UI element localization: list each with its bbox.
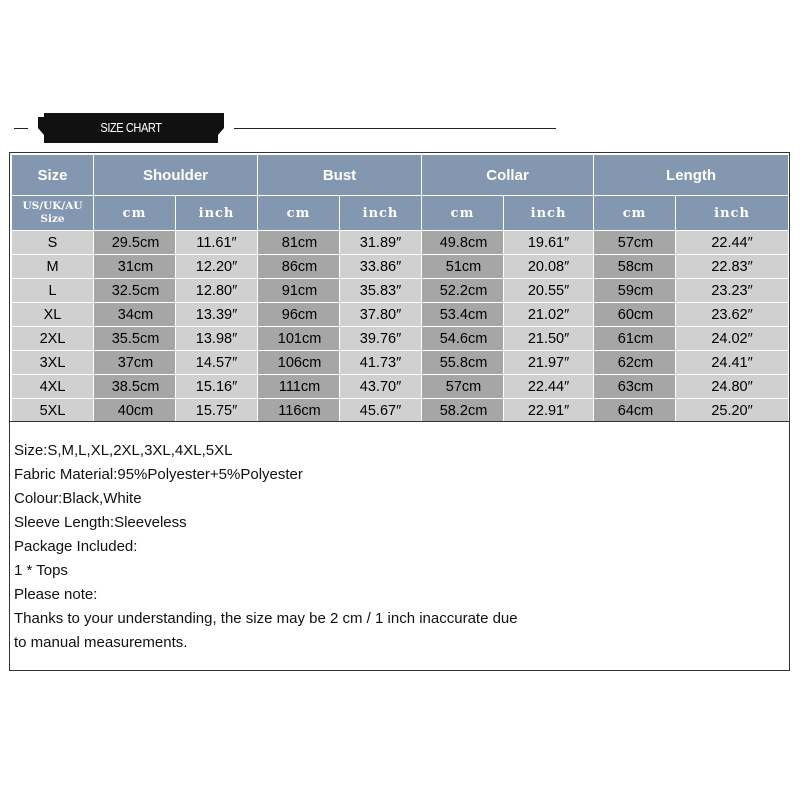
table-row (12, 279, 789, 303)
shoulder-inch-cell: 12.80″ (176, 279, 258, 303)
collar-inch-cell: 19.61″ (504, 231, 594, 255)
shoulder-cm-cell: 32.5cm (94, 279, 176, 303)
unit-inch-header: inch (176, 196, 258, 231)
info-line: Thanks to your understanding, the size may be 2 cm / 1 inch inaccurate due (14, 610, 518, 627)
collar-cm-cell: 54.6cm (422, 327, 504, 351)
collar-inch-cell: 22.44″ (504, 375, 594, 399)
info-line: Sleeve Length:Sleeveless (14, 514, 187, 531)
collar-inch-cell: 20.08″ (504, 255, 594, 279)
shoulder-cm-cell: 37cm (94, 351, 176, 375)
size-table (11, 154, 789, 423)
info-line: to manual measurements. (14, 634, 188, 651)
shoulder-inch-cell: 13.39″ (176, 303, 258, 327)
bust-cm-cell: 86cm (258, 255, 340, 279)
shoulder-cm-cell: 31cm (94, 255, 176, 279)
size-cell: 2XL (12, 327, 94, 351)
collar-cm-cell: 52.2cm (422, 279, 504, 303)
collar-cm-cell: 49.8cm (422, 231, 504, 255)
shoulder-cm-cell: 29.5cm (94, 231, 176, 255)
size-table-frame (9, 152, 790, 422)
table-row (12, 255, 789, 279)
shoulder-inch-cell: 15.75″ (176, 399, 258, 423)
info-line: Fabric Material:95%Polyester+5%Polyester (14, 466, 303, 483)
unit-cm-header: cm (594, 196, 676, 231)
info-line: Colour:Black,White (14, 490, 142, 507)
length-cm-cell: 60cm (594, 303, 676, 327)
bust-inch-cell: 33.86″ (340, 255, 422, 279)
length-cm-cell: 62cm (594, 351, 676, 375)
collar-cm-cell: 53.4cm (422, 303, 504, 327)
table-row (12, 303, 789, 327)
length-inch-cell: 25.20″ (676, 399, 789, 423)
length-inch-cell: 24.80″ (676, 375, 789, 399)
bust-inch-cell: 43.70″ (340, 375, 422, 399)
table-row (12, 351, 789, 375)
shoulder-inch-cell: 14.57″ (176, 351, 258, 375)
bust-inch-cell: 35.83″ (340, 279, 422, 303)
length-inch-cell: 23.62″ (676, 303, 789, 327)
shoulder-inch-cell: 12.20″ (176, 255, 258, 279)
table-row (12, 231, 789, 255)
size-cell: 4XL (12, 375, 94, 399)
length-cm-cell: 58cm (594, 255, 676, 279)
info-line: Package Included: (14, 538, 138, 555)
bust-inch-cell: 41.73″ (340, 351, 422, 375)
length-cm-cell: 63cm (594, 375, 676, 399)
size-cell: S (12, 231, 94, 255)
shoulder-cm-cell: 40cm (94, 399, 176, 423)
header-rule-right (234, 128, 556, 129)
length-inch-cell: 23.23″ (676, 279, 789, 303)
size-cell: 3XL (12, 351, 94, 375)
table-row (12, 375, 789, 399)
table-row (12, 399, 789, 423)
collar-inch-cell: 20.55″ (504, 279, 594, 303)
shoulder-inch-cell: 15.16″ (176, 375, 258, 399)
collar-cm-cell: 55.8cm (422, 351, 504, 375)
product-info-box (9, 421, 790, 671)
bust-inch-cell: 45.67″ (340, 399, 422, 423)
length-cm-cell: 61cm (594, 327, 676, 351)
table-unit-header-row (12, 196, 789, 231)
unit-cm-header: cm (422, 196, 504, 231)
size-chart-banner (38, 113, 224, 143)
bust-cm-cell: 106cm (258, 351, 340, 375)
length-header: Length (594, 155, 789, 196)
length-inch-cell: 22.83″ (676, 255, 789, 279)
unit-inch-header: inch (340, 196, 422, 231)
size-cell: M (12, 255, 94, 279)
header-rule-left (14, 128, 28, 129)
bust-inch-cell: 39.76″ (340, 327, 422, 351)
length-inch-cell: 22.44″ (676, 231, 789, 255)
size-cell: XL (12, 303, 94, 327)
length-cm-cell: 64cm (594, 399, 676, 423)
banner-title: SIZE CHART (100, 120, 162, 135)
collar-header: Collar (422, 155, 594, 196)
unit-inch-header: inch (676, 196, 789, 231)
info-line: Please note: (14, 586, 98, 603)
table-group-header-row (12, 155, 789, 196)
bust-header: Bust (258, 155, 422, 196)
collar-inch-cell: 21.02″ (504, 303, 594, 327)
table-row (12, 327, 789, 351)
length-cm-cell: 59cm (594, 279, 676, 303)
size-region-header (12, 196, 94, 231)
bust-cm-cell: 96cm (258, 303, 340, 327)
bust-cm-cell: 111cm (258, 375, 340, 399)
collar-inch-cell: 21.97″ (504, 351, 594, 375)
unit-cm-header: cm (94, 196, 176, 231)
bust-cm-cell: 91cm (258, 279, 340, 303)
collar-inch-cell: 21.50″ (504, 327, 594, 351)
size-region-sublabel: Size (40, 213, 65, 225)
bust-inch-cell: 31.89″ (340, 231, 422, 255)
length-inch-cell: 24.41″ (676, 351, 789, 375)
bust-cm-cell: 116cm (258, 399, 340, 423)
shoulder-inch-cell: 13.98″ (176, 327, 258, 351)
collar-cm-cell: 51cm (422, 255, 504, 279)
shoulder-cm-cell: 34cm (94, 303, 176, 327)
info-line: Size:S,M,L,XL,2XL,3XL,4XL,5XL (14, 442, 233, 459)
size-table-body (12, 231, 789, 423)
bust-inch-cell: 37.80″ (340, 303, 422, 327)
size-column-header: Size (12, 155, 94, 196)
unit-inch-header: inch (504, 196, 594, 231)
length-inch-cell: 24.02″ (676, 327, 789, 351)
info-line: 1 * Tops (14, 562, 68, 579)
size-cell: 5XL (12, 399, 94, 423)
shoulder-header: Shoulder (94, 155, 258, 196)
length-cm-cell: 57cm (594, 231, 676, 255)
size-cell: L (12, 279, 94, 303)
bust-cm-cell: 101cm (258, 327, 340, 351)
size-region-label: US/UK/AU (22, 200, 83, 212)
shoulder-cm-cell: 35.5cm (94, 327, 176, 351)
unit-cm-header: cm (258, 196, 340, 231)
collar-cm-cell: 57cm (422, 375, 504, 399)
bust-cm-cell: 81cm (258, 231, 340, 255)
shoulder-inch-cell: 11.61″ (176, 231, 258, 255)
collar-inch-cell: 22.91″ (504, 399, 594, 423)
shoulder-cm-cell: 38.5cm (94, 375, 176, 399)
collar-cm-cell: 58.2cm (422, 399, 504, 423)
